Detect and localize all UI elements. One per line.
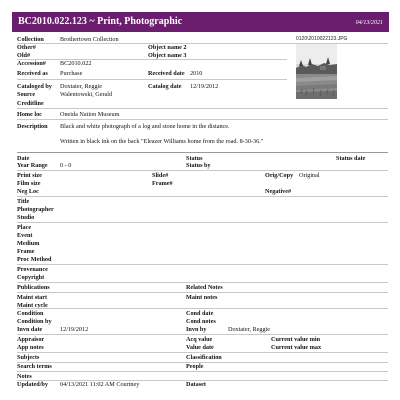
cond-date-label: Cond date [186,310,214,317]
record-header-bar [12,12,389,32]
cond-notes-label: Cond notes [186,318,216,325]
divider [17,108,388,109]
neg-loc-label: Neg Loc [17,188,39,195]
divider [17,371,388,372]
status-label: Status [186,155,203,162]
section-divider [17,152,388,153]
app-notes-label: App notes [17,344,44,351]
dataset-label: Dataset [186,381,206,388]
condition-label: Condition [17,310,44,317]
maint-cycle-label: Maint cycle [17,302,48,309]
received-as-label: Received as [17,70,48,77]
condition-by-label: Condition by [17,318,52,325]
catalog-date-value: 12/19/2012 [190,83,219,90]
divider [17,59,287,60]
object-name-2-label: Object name 2 [148,44,187,51]
film-size-label: Film size [17,180,41,187]
divider [17,196,388,197]
invn-by-label: Invn by [186,326,207,333]
appraisor-label: Appraisor [17,336,45,343]
collection-value: Brothertown Collection [60,36,119,43]
description-label: Description [17,123,48,130]
catalog-date-label: Catalog date [148,83,182,90]
divider [17,119,388,120]
invn-by-value: Doxtater, Reggie [228,326,271,333]
collection-label: Collection [17,36,44,43]
object-name-3-label: Object name 3 [148,52,187,59]
divider [17,334,388,335]
divider [17,308,388,309]
record-print-date: 04/13/2021 [355,20,383,26]
subjects-label: Subjects [17,354,40,361]
current-value-max-label: Current value max [271,344,322,351]
creditline-label: Creditline [17,100,44,107]
publications-label: Publications [17,284,50,291]
print-size-label: Print size [17,172,42,179]
orig-copy-label: Orig/Copy [265,172,294,179]
record-photo [296,44,337,99]
description-line-1: Black and white photograph of a log and stone home in the distance. [60,123,230,130]
old-label: Old# [17,52,31,59]
record-title: BC2010.022.123 ~ Print, Photographic [18,16,183,27]
accession-label: Accession# [17,60,46,67]
home-loc-label: Home loc [17,111,42,118]
current-value-min-label: Current value min [271,336,321,343]
slide-label: Slide# [152,172,169,179]
image-filename: 0120\2010022123.JPG [296,36,348,42]
divider [17,292,388,293]
frame-number-label: Frame# [152,180,173,187]
divider [17,222,388,223]
orig-copy-value: Original [299,172,320,179]
cataloged-by-value: Doxtater, Reggie [60,83,103,90]
search-terms-label: Search terms [17,363,52,370]
invn-date-label: Invn date [17,326,43,333]
cataloged-by-label: Cataloged by [17,83,52,90]
frame-label: Frame [17,248,35,255]
updated-by-label: Updated/by [17,381,48,388]
divider [17,264,388,265]
received-as-value: Purchase [60,70,83,77]
value-date-label: Value date [186,344,214,351]
accession-value: BC2010.022 [60,60,92,67]
other-label: Other# [17,44,36,51]
photographer-label: Photographer [17,206,54,213]
description-line-2: Written in black ink on the back "Eleazer Williams home from the road. 8-30-36." [60,138,264,145]
place-label: Place [17,224,32,231]
status-by-label: Status by [186,162,211,169]
maint-start-label: Maint start [17,294,48,301]
date-label: Date [17,155,30,162]
home-loc-value: Oneida Nation Museum [60,111,120,118]
source-label: Source [17,91,36,98]
year-range-value: 0 - 0 [60,162,72,169]
medium-label: Medium [17,240,40,247]
received-date-value: 2010 [190,70,203,77]
acq-value-label: Acq value [186,336,213,343]
source-value: Walentowski, Gerald [60,91,113,98]
negative-label: Negative# [265,188,292,195]
photo-image [296,44,337,99]
received-date-label: Received date [148,70,185,77]
status-date-label: Status date [336,155,366,162]
invn-date-value: 12/19/2012 [60,326,89,333]
provenance-label: Provenance [17,266,48,273]
divider [17,282,388,283]
maint-notes-label: Maint notes [186,294,218,301]
related-notes-label: Related Notes [186,284,223,291]
classification-label: Classification [186,354,222,361]
divider [17,79,287,80]
notes-label: Notes [17,373,32,380]
divider [17,43,388,44]
divider [17,352,388,353]
event-label: Event [17,232,33,239]
year-range-label: Year Range [17,162,48,169]
people-label: People [186,363,204,370]
divider [17,170,388,171]
copyright-label: Copyright [17,274,45,281]
studio-label: Studio [17,214,35,221]
updated-by-value: 04/13/2021 11:02 AM Courtney [60,381,140,388]
title-label: Title [17,198,30,205]
proc-method-label: Proc Method [17,256,52,263]
